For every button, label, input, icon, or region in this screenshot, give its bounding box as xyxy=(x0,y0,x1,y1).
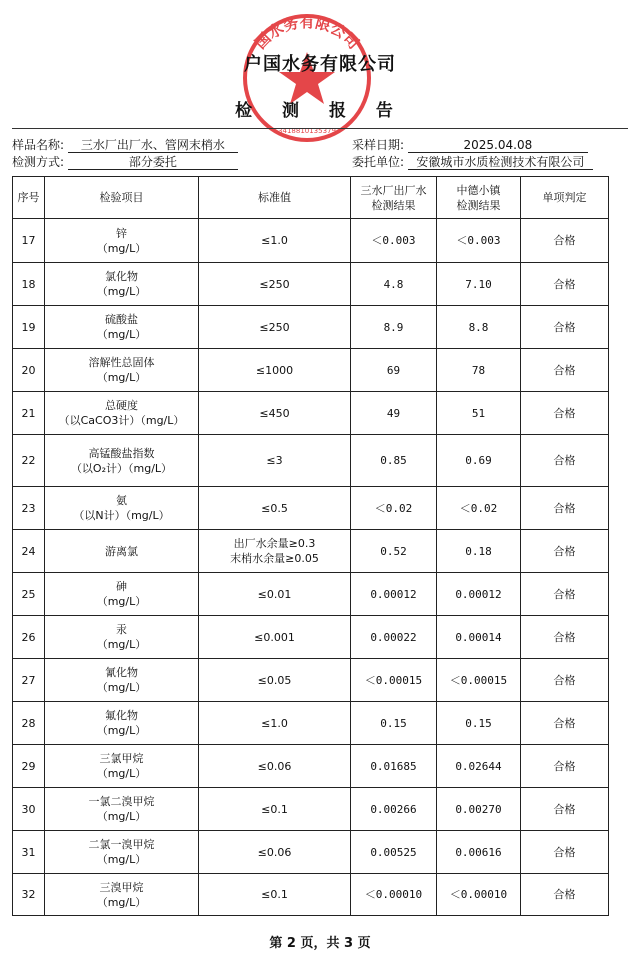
row-result-town: ＜0.00010 xyxy=(437,874,521,916)
row-verdict: 合格 xyxy=(521,349,609,392)
row-standard: ≤0.5 xyxy=(199,487,351,530)
report-title: 检 测 报 告 xyxy=(235,101,405,121)
row-result-town: 8.8 xyxy=(437,306,521,349)
row-item: 砷 （mg/L） xyxy=(45,573,199,616)
row-no: 31 xyxy=(13,831,45,874)
sample-name-row xyxy=(12,136,238,153)
row-verdict: 合格 xyxy=(521,487,609,530)
row-no: 23 xyxy=(13,487,45,530)
row-no: 30 xyxy=(13,788,45,831)
row-no: 19 xyxy=(13,306,45,349)
row-result-plant: 49 xyxy=(351,392,437,435)
row-result-plant: ＜0.00010 xyxy=(351,874,437,916)
row-result-town: 0.69 xyxy=(437,435,521,487)
table-row xyxy=(13,530,609,573)
table-row xyxy=(13,702,609,745)
row-standard: 出厂水余量≥0.3 末梢水余量≥0.05 xyxy=(199,530,351,573)
table-row xyxy=(13,659,609,702)
table-header-row xyxy=(13,177,609,219)
sample-name-label: 样品名称: xyxy=(12,138,65,152)
row-standard: ≤0.01 xyxy=(199,573,351,616)
row-no: 18 xyxy=(13,263,45,306)
method-label: 检测方式: xyxy=(12,155,65,169)
row-no: 22 xyxy=(13,435,45,487)
row-standard: ≤0.1 xyxy=(199,788,351,831)
row-result-town: ＜0.003 xyxy=(437,219,521,263)
row-verdict: 合格 xyxy=(521,435,609,487)
row-item: 氰化物 （mg/L） xyxy=(45,659,199,702)
row-item: 氯化物 （mg/L） xyxy=(45,263,199,306)
table-row xyxy=(13,487,609,530)
row-result-plant: 0.00525 xyxy=(351,831,437,874)
row-no: 25 xyxy=(13,573,45,616)
row-standard: ≤250 xyxy=(199,306,351,349)
row-result-town: 0.00270 xyxy=(437,788,521,831)
row-result-plant: ＜0.003 xyxy=(351,219,437,263)
table-row xyxy=(13,788,609,831)
row-result-plant: 8.9 xyxy=(351,306,437,349)
company-name: 户国水务有限公司 xyxy=(244,54,396,75)
table-row xyxy=(13,219,609,263)
row-result-plant: 0.52 xyxy=(351,530,437,573)
row-verdict: 合格 xyxy=(521,831,609,874)
row-result-town: 0.02644 xyxy=(437,745,521,788)
row-result-plant: ＜0.02 xyxy=(351,487,437,530)
row-verdict: 合格 xyxy=(521,306,609,349)
row-verdict: 合格 xyxy=(521,659,609,702)
row-item: 总硬度 （以CaCO3计）（mg/L） xyxy=(45,392,199,435)
header-standard: 标准值 xyxy=(199,177,351,219)
table-row xyxy=(13,263,609,306)
row-item: 三氯甲烷 （mg/L） xyxy=(45,745,199,788)
table-row xyxy=(13,349,609,392)
svg-text:国水务有限公司: 国水务有限公司 xyxy=(251,13,363,53)
row-result-plant: 4.8 xyxy=(351,263,437,306)
row-standard: ≤0.06 xyxy=(199,831,351,874)
row-result-town: 0.00616 xyxy=(437,831,521,874)
method-row xyxy=(12,153,238,170)
row-result-town: 78 xyxy=(437,349,521,392)
row-no: 17 xyxy=(13,219,45,263)
header-result-town: 中德小镇 检测结果 xyxy=(437,177,521,219)
row-item: 锌 （mg/L） xyxy=(45,219,199,263)
row-no: 32 xyxy=(13,874,45,916)
row-item: 溶解性总固体 （mg/L） xyxy=(45,349,199,392)
row-standard: ≤1.0 xyxy=(199,702,351,745)
company-seal-stamp xyxy=(231,12,383,142)
row-standard: ≤1000 xyxy=(199,349,351,392)
row-no: 20 xyxy=(13,349,45,392)
row-verdict: 合格 xyxy=(521,702,609,745)
row-standard: ≤3 xyxy=(199,435,351,487)
row-item: 氨 （以N计）（mg/L） xyxy=(45,487,199,530)
row-standard: ≤0.06 xyxy=(199,745,351,788)
row-result-town: 7.10 xyxy=(437,263,521,306)
row-result-town: ＜0.02 xyxy=(437,487,521,530)
row-result-town: 0.18 xyxy=(437,530,521,573)
row-item: 游离氯 xyxy=(45,530,199,573)
row-item: 三溴甲烷 （mg/L） xyxy=(45,874,199,916)
entrust-row xyxy=(352,153,593,170)
header-divider xyxy=(12,128,628,129)
table-row xyxy=(13,306,609,349)
header-result-plant: 三水厂出厂水 检测结果 xyxy=(351,177,437,219)
table-row xyxy=(13,616,609,659)
page-number: 第 2 页，共 3 页 xyxy=(269,936,371,951)
row-verdict: 合格 xyxy=(521,573,609,616)
row-verdict: 合格 xyxy=(521,616,609,659)
table-row xyxy=(13,745,609,788)
results-table xyxy=(12,176,609,916)
entrust-label: 委托单位: xyxy=(352,155,405,169)
entrust-value: 安徽城市水质检测技术有限公司 xyxy=(408,155,593,170)
row-result-plant: 0.01685 xyxy=(351,745,437,788)
row-standard: ≤0.001 xyxy=(199,616,351,659)
row-result-town: 0.00012 xyxy=(437,573,521,616)
row-result-town: 0.00014 xyxy=(437,616,521,659)
method-value: 部分委托 xyxy=(68,155,238,170)
row-item: 一氯二溴甲烷 （mg/L） xyxy=(45,788,199,831)
row-no: 27 xyxy=(13,659,45,702)
row-result-town: 51 xyxy=(437,392,521,435)
row-no: 24 xyxy=(13,530,45,573)
row-item: 硫酸盐 （mg/L） xyxy=(45,306,199,349)
row-verdict: 合格 xyxy=(521,263,609,306)
sampling-date-row xyxy=(352,136,588,153)
header-no: 序号 xyxy=(13,177,45,219)
row-result-plant: 0.15 xyxy=(351,702,437,745)
svg-text:3418810135379: 3418810135379 xyxy=(278,127,336,135)
row-standard: ≤0.05 xyxy=(199,659,351,702)
table-row xyxy=(13,831,609,874)
row-verdict: 合格 xyxy=(521,530,609,573)
row-no: 21 xyxy=(13,392,45,435)
row-no: 29 xyxy=(13,745,45,788)
header-verdict: 单项判定 xyxy=(521,177,609,219)
table-row xyxy=(13,874,609,916)
row-result-plant: 0.00022 xyxy=(351,616,437,659)
row-item: 高锰酸盐指数 （以O₂计）（mg/L） xyxy=(45,435,199,487)
header-item: 检验项目 xyxy=(45,177,199,219)
table-row xyxy=(13,573,609,616)
row-result-town: 0.15 xyxy=(437,702,521,745)
row-item: 二氯一溴甲烷 （mg/L） xyxy=(45,831,199,874)
row-standard: ≤1.0 xyxy=(199,219,351,263)
row-verdict: 合格 xyxy=(521,392,609,435)
row-standard: ≤450 xyxy=(199,392,351,435)
table-row xyxy=(13,435,609,487)
row-item: 氟化物 （mg/L） xyxy=(45,702,199,745)
row-standard: ≤250 xyxy=(199,263,351,306)
row-result-town: ＜0.00015 xyxy=(437,659,521,702)
row-no: 28 xyxy=(13,702,45,745)
sample-name-value: 三水厂出厂水、管网末梢水 xyxy=(68,138,238,153)
row-result-plant: ＜0.00015 xyxy=(351,659,437,702)
row-item: 汞 （mg/L） xyxy=(45,616,199,659)
row-verdict: 合格 xyxy=(521,745,609,788)
row-standard: ≤0.1 xyxy=(199,874,351,916)
row-verdict: 合格 xyxy=(521,219,609,263)
row-verdict: 合格 xyxy=(521,874,609,916)
row-result-plant: 0.85 xyxy=(351,435,437,487)
table-row xyxy=(13,392,609,435)
row-no: 26 xyxy=(13,616,45,659)
sampling-date-value: 2025.04.08 xyxy=(408,138,588,153)
row-verdict: 合格 xyxy=(521,788,609,831)
sampling-date-label: 采样日期: xyxy=(352,138,405,152)
row-result-plant: 0.00266 xyxy=(351,788,437,831)
row-result-plant: 0.00012 xyxy=(351,573,437,616)
row-result-plant: 69 xyxy=(351,349,437,392)
